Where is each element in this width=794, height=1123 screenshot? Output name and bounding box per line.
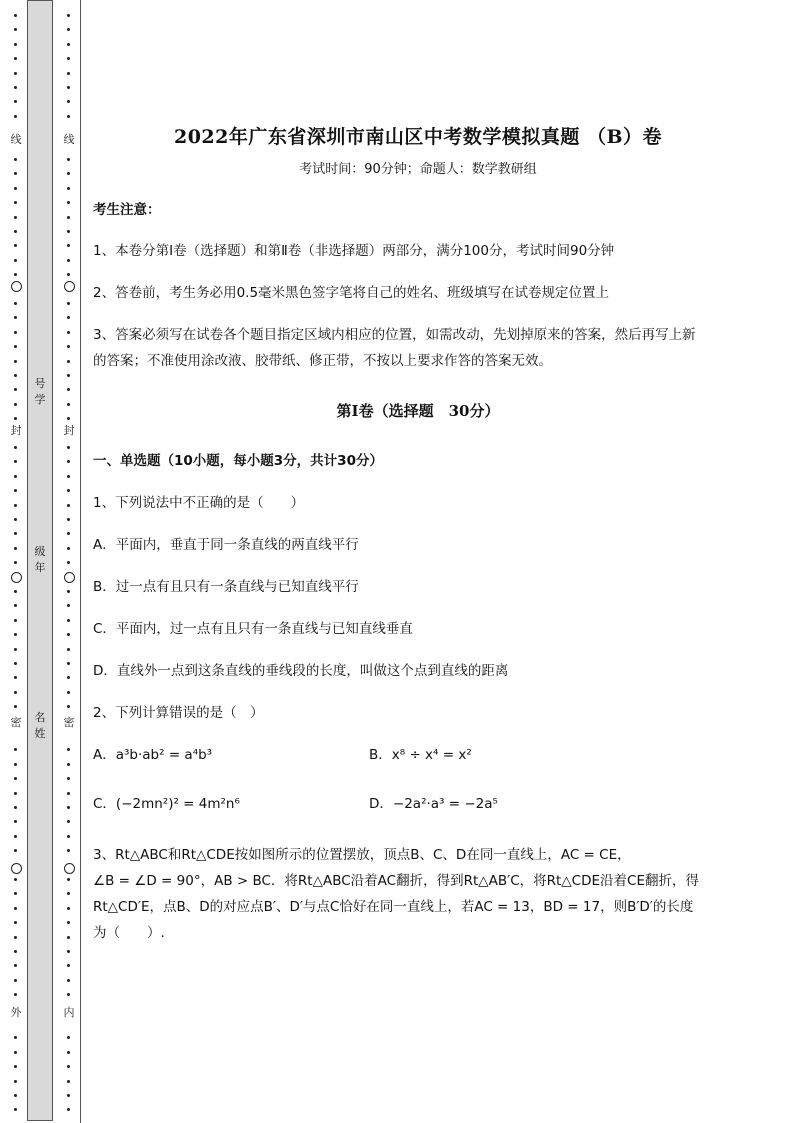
inner-binding-dot <box>67 115 70 118</box>
inner-binding-dot <box>67 360 70 363</box>
field-grade: 级 年 <box>34 545 46 574</box>
inner-binding-dot <box>67 691 70 694</box>
outer-binding-dot <box>14 374 17 377</box>
inner-binding-dot <box>67 676 70 679</box>
outer-binding-dot <box>14 43 17 46</box>
inner-binding-dot <box>67 100 70 103</box>
inner-binding-dot <box>67 504 70 507</box>
inner-binding-dot <box>67 964 70 967</box>
outer-binding-circle-icon <box>11 281 22 292</box>
outer-binding-dot <box>14 820 17 823</box>
outer-binding-dot <box>14 28 17 31</box>
outer-binding-dot <box>14 345 17 348</box>
outer-binding-dot <box>14 417 17 420</box>
outer-binding-dot <box>14 230 17 233</box>
inner-binding-dot <box>67 777 70 780</box>
question-2-option-b: B．x⁸ ÷ x⁴ = x² <box>369 747 472 763</box>
outer-binding-dot <box>14 849 17 852</box>
inner-binding-dot <box>67 86 70 89</box>
inner-binding-dot <box>67 230 70 233</box>
field-name: 名 姓 <box>34 711 46 740</box>
inner-binding-dot <box>67 604 70 607</box>
question-1-option-a: A．平面内，垂直于同一条直线的两直线平行 <box>93 537 359 553</box>
outer-binding-dot <box>14 878 17 881</box>
outer-binding-dot <box>14 806 17 809</box>
outer-binding-dot <box>14 518 17 521</box>
inner-binding-dot <box>67 489 70 492</box>
inner-binding-dot <box>67 72 70 75</box>
outer-binding-dot <box>14 705 17 708</box>
question-3-line-2: ∠B = ∠D = 90°，AB > BC．将Rt△ABC沿着AC翻折，得到Rt△AB′C，将Rt△CDE沿着CE翻折，得 <box>93 873 699 889</box>
question-3-line-3: Rt△CD′E，点B、D的对应点B′、D′与点C恰好在同一直线上，若AC = 13，BD = 17，则B′D′的长度 <box>93 899 694 915</box>
inner-binding-circle-icon <box>64 572 75 583</box>
outer-binding-dot <box>14 115 17 118</box>
outer-binding-dot <box>14 936 17 939</box>
outer-binding-dot <box>14 1065 17 1068</box>
exam-subtitle: 考试时间：90分钟；命题人：数学教研组 <box>299 162 537 177</box>
inner-binding-dot <box>67 648 70 651</box>
outer-binding-dot <box>14 590 17 593</box>
outer-binding-dot <box>14 1108 17 1111</box>
inner-binding-dot <box>67 590 70 593</box>
outer-binding-dot <box>14 86 17 89</box>
question-1-stem: 1、下列说法中不正确的是（ ） <box>93 495 305 511</box>
inner-binding-dot <box>67 792 70 795</box>
inner-binding-dot <box>67 820 70 823</box>
inner-binding-dot <box>67 158 70 161</box>
notice-heading: 考生注意： <box>93 202 161 218</box>
inner-binding-dot <box>67 1051 70 1054</box>
inner-binding-dot <box>67 547 70 550</box>
notice-item: 3、答案必须写在试卷各个题目指定区域内相应的位置，如需改动，先划掉原来的答案，然后再写上新 <box>93 327 696 343</box>
notice-item: 2、答卷前，考生务必用0.5毫米黑色签字笔将自己的姓名、班级填写在试卷规定位置上 <box>93 285 610 301</box>
outer-binding-dot <box>14 547 17 550</box>
outer-binding-dot <box>14 676 17 679</box>
outer-binding-circle-icon <box>11 863 22 874</box>
outer-binding-dot <box>14 72 17 75</box>
outer-binding-dot <box>14 302 17 305</box>
inner-binding-dot <box>67 417 70 420</box>
inner-binding-circle-icon <box>64 863 75 874</box>
outer-binding-dot <box>14 201 17 204</box>
inner-binding-marker: 内 <box>61 1006 77 1020</box>
inner-binding-dot <box>67 244 70 247</box>
outer-binding-dot <box>14 907 17 910</box>
outer-binding-dot <box>14 604 17 607</box>
outer-binding-marker: 线 <box>8 133 24 147</box>
outer-binding-dot <box>14 504 17 507</box>
outer-binding-dot <box>14 388 17 391</box>
inner-binding-dot <box>67 403 70 406</box>
outer-binding-dot <box>14 187 17 190</box>
outer-binding-dot <box>14 216 17 219</box>
notice-item-continued: 的答案；不准使用涂改液、胶带纸、修正带，不按以上要求作答的答案无效。 <box>93 353 552 369</box>
inner-binding-dot <box>67 532 70 535</box>
question-1-option-c: C．平面内，过一点有且只有一条直线与已知直线垂直 <box>93 621 413 637</box>
inner-binding-dot <box>67 460 70 463</box>
outer-binding-dot <box>14 475 17 478</box>
outer-binding-marker: 密 <box>8 716 24 730</box>
outer-binding-dot <box>14 950 17 953</box>
inner-binding-dot <box>67 302 70 305</box>
binding-border-line <box>80 0 81 1123</box>
inner-dotted-line <box>61 0 77 1123</box>
outer-binding-dot <box>14 763 17 766</box>
inner-binding-dot <box>67 979 70 982</box>
inner-binding-dot <box>67 345 70 348</box>
outer-binding-dot <box>14 273 17 276</box>
outer-binding-dot <box>14 648 17 651</box>
outer-binding-dot <box>14 403 17 406</box>
question-2-option-a: A．a³b·ab² = a⁴b³ <box>93 747 213 763</box>
inner-binding-marker: 线 <box>61 133 77 147</box>
inner-binding-dot <box>67 849 70 852</box>
inner-binding-dot <box>67 763 70 766</box>
question-1-option-b: B．过一点有且只有一条直线与已知直线平行 <box>93 579 359 595</box>
inner-binding-dot <box>67 43 70 46</box>
inner-binding-dot <box>67 316 70 319</box>
question-2-option-c: C．(−2mn²)² = 4m²n⁶ <box>93 796 240 812</box>
outer-binding-dot <box>14 446 17 449</box>
outer-binding-dot <box>14 892 17 895</box>
outer-binding-dot <box>14 259 17 262</box>
outer-binding-dot <box>14 964 17 967</box>
outer-binding-dot <box>14 1080 17 1083</box>
inner-binding-dot <box>67 835 70 838</box>
outer-binding-dot <box>14 532 17 535</box>
outer-binding-dot <box>14 14 17 17</box>
outer-binding-dot <box>14 777 17 780</box>
outer-binding-dot <box>14 619 17 622</box>
outer-binding-dot <box>14 835 17 838</box>
question-2-stem: 2、下列计算错误的是（ ） <box>93 705 264 721</box>
inner-binding-dot <box>67 1108 70 1111</box>
inner-binding-dot <box>67 172 70 175</box>
outer-binding-circle-icon <box>11 572 22 583</box>
outer-binding-dot <box>14 1051 17 1054</box>
inner-binding-dot <box>67 907 70 910</box>
inner-binding-dot <box>67 936 70 939</box>
inner-binding-dot <box>67 388 70 391</box>
outer-binding-dot <box>14 100 17 103</box>
inner-binding-dot <box>67 374 70 377</box>
inner-binding-dot <box>67 518 70 521</box>
inner-binding-dot <box>67 921 70 924</box>
outer-binding-dot <box>14 57 17 60</box>
outer-binding-dot <box>14 244 17 247</box>
inner-binding-circle-icon <box>64 281 75 292</box>
part-title: 第Ⅰ卷（选择题 30分） <box>336 402 500 420</box>
inner-binding-dot <box>67 892 70 895</box>
outer-binding-dot <box>14 561 17 564</box>
inner-binding-dot <box>67 446 70 449</box>
outer-binding-dot <box>14 662 17 665</box>
inner-binding-dot <box>67 475 70 478</box>
section-heading: 一、单选题（10小题，每小题3分，共计30分） <box>93 453 383 469</box>
inner-binding-dot <box>67 705 70 708</box>
outer-binding-dot <box>14 460 17 463</box>
outer-binding-dot <box>14 979 17 982</box>
inner-binding-dot <box>67 187 70 190</box>
notice-item: 1、本卷分第Ⅰ卷（选择题）和第Ⅱ卷（非选择题）两部分，满分100分，考试时间90分钟 <box>93 243 615 259</box>
outer-binding-dot <box>14 748 17 751</box>
question-1-option-d: D．直线外一点到这条直线的垂线段的长度，叫做这个点到直线的距离 <box>93 663 509 679</box>
inner-binding-dot <box>67 331 70 334</box>
inner-binding-dot <box>67 14 70 17</box>
inner-binding-dot <box>67 273 70 276</box>
question-3-line-1: 3、Rt△ABC和Rt△CDE按如图所示的位置摆放，顶点B、C、D在同一直线上，AC = CE， <box>93 847 631 863</box>
outer-binding-dot <box>14 360 17 363</box>
inner-binding-dot <box>67 259 70 262</box>
outer-binding-dot <box>14 316 17 319</box>
outer-binding-dot <box>14 691 17 694</box>
outer-dotted-line <box>8 0 24 1123</box>
outer-binding-dot <box>14 633 17 636</box>
inner-binding-dot <box>67 633 70 636</box>
page-title: 2022年广东省深圳市南山区中考数学模拟真题 （B）卷 <box>173 126 663 148</box>
outer-binding-dot <box>14 1036 17 1039</box>
field-student-id: 号 学 <box>34 377 46 406</box>
inner-binding-dot <box>67 662 70 665</box>
inner-binding-dot <box>67 28 70 31</box>
inner-binding-dot <box>67 57 70 60</box>
inner-binding-dot <box>67 1036 70 1039</box>
inner-binding-dot <box>67 950 70 953</box>
inner-binding-dot <box>67 1094 70 1097</box>
inner-binding-dot <box>67 806 70 809</box>
outer-binding-dot <box>14 921 17 924</box>
inner-binding-dot <box>67 1080 70 1083</box>
inner-binding-dot <box>67 748 70 751</box>
inner-binding-marker: 封 <box>61 424 77 438</box>
inner-binding-dot <box>67 1065 70 1068</box>
outer-binding-dot <box>14 172 17 175</box>
inner-binding-marker: 密 <box>61 716 77 730</box>
outer-binding-dot <box>14 158 17 161</box>
outer-binding-marker: 封 <box>8 424 24 438</box>
inner-binding-dot <box>67 201 70 204</box>
outer-binding-dot <box>14 331 17 334</box>
inner-binding-dot <box>67 878 70 881</box>
inner-binding-dot <box>67 619 70 622</box>
outer-binding-dot <box>14 489 17 492</box>
question-2-option-d: D．−2a²·a³ = −2a⁵ <box>369 796 498 812</box>
inner-binding-dot <box>67 216 70 219</box>
outer-binding-dot <box>14 993 17 996</box>
outer-binding-marker: 外 <box>8 1006 24 1020</box>
inner-binding-dot <box>67 561 70 564</box>
inner-binding-dot <box>67 993 70 996</box>
question-3-line-4: 为（ ）. <box>93 925 165 941</box>
outer-binding-dot <box>14 1094 17 1097</box>
outer-binding-dot <box>14 792 17 795</box>
